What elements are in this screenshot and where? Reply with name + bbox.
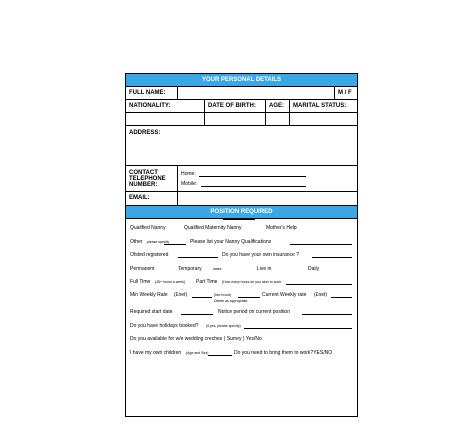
full-name-label: FULL NAME: [126,87,178,99]
part-time-option[interactable]: Part Time [196,279,218,285]
application-form [125,73,358,417]
position-required-header: POSITION REQUIRED [126,205,357,219]
address-label: ADDRESS: [129,130,161,136]
temporary-option[interactable]: Temporary [178,266,202,272]
position-section [126,219,357,416]
part-time-hours-line[interactable] [286,284,352,285]
dates-line[interactable] [223,219,255,220]
holidays-line[interactable] [244,328,352,329]
wedding-creches-label: Do you available for w/e wedding creches ( Surrey ) Yes/No [130,336,262,342]
insurance-line[interactable] [312,257,352,258]
marital-status-field[interactable] [290,113,357,125]
ofsted-line[interactable] [178,257,218,258]
permanent-option[interactable]: Permanent [130,266,155,272]
notice-period-label: Notice period on current position [218,309,290,315]
home-label: Home: [181,171,196,177]
personal-details-header: YOUR PERSONAL DETAILS [126,74,357,87]
age-field[interactable] [266,113,290,125]
current-weekly-rate-line[interactable] [331,297,352,298]
nationality-label: NATIONALITY: [126,100,205,112]
dates-note: dates [213,267,222,271]
children-line[interactable] [208,355,232,356]
marital-status-label: MARITAL STATUS: [293,103,347,109]
holidays-specify-note: (if yes, please specify) [206,324,241,328]
current-weekly-rate-label: Current Weekly rate [262,292,307,298]
full-name-row [126,87,357,100]
contact-telephone-label: CONTACT TELEPHONE NUMBER: [126,166,178,191]
address-row [126,126,357,166]
full-time-hours-note: (35+ hours a week) [155,280,186,284]
mobile-phone-line[interactable] [201,186,306,187]
please-specify-note: please specify [147,240,170,244]
email-row [126,192,357,205]
email-field[interactable] [178,192,357,205]
email-label: EMAIL: [126,192,178,205]
required-start-date-label: Required start date [130,309,173,315]
min-weekly-net-label: (£net) [174,292,188,298]
qualifications-line[interactable] [290,244,352,245]
current-weekly-net-label: (£net) [314,292,328,298]
live-in-option[interactable]: Live in [257,266,272,272]
mobile-label: Mobile: [181,181,198,187]
ofsted-label: Ofsted registered [130,252,169,258]
date-of-birth-label: DATE OF BIRTH: [205,100,266,112]
own-children-label: I have my own children [130,350,182,356]
other-line[interactable] [164,244,186,245]
part-time-hours-note: (How many hours do you wish to work [222,280,282,284]
nationality-row [126,100,357,113]
live-in-out-note: (live in/out) [214,293,232,297]
start-date-line[interactable] [181,314,213,315]
home-phone-line[interactable] [199,176,306,177]
qualified-nanny-option[interactable]: Qualified Nanny [130,225,166,231]
other-label: Other [130,239,143,245]
mothers-help-option[interactable]: Mother's Help [266,225,297,231]
nanny-qualifications-label: Please list your Nanny Qualifications [190,239,272,245]
bring-children-label: Do you need to bring them to work?YES/NO [234,350,333,356]
live-in-out-line[interactable] [238,297,260,298]
nationality-value-row [126,113,357,126]
delete-as-appropriate-note: Delete as appropriate [214,299,248,303]
full-name-field[interactable] [178,87,335,99]
holidays-booked-label: Do you have holidays booked? [130,323,199,329]
gender-label: M / F [338,90,352,96]
full-time-option[interactable]: Full Time [130,279,151,285]
min-weekly-rate-label: Min Weekly Rate [130,292,168,298]
notice-period-line[interactable] [302,314,352,315]
nationality-field[interactable] [126,113,205,125]
daily-option[interactable]: Daily [308,266,320,272]
own-insurance-label: Do you have your own insurance ? [222,252,299,258]
min-weekly-rate-line[interactable] [192,297,212,298]
date-of-birth-field[interactable] [205,113,266,125]
contact-row [126,166,357,192]
age-label: AGE: [266,100,290,112]
qualified-maternity-option[interactable]: Qualified Maternity Nanny [184,225,242,231]
age-sex-note: (Age and Sex) [186,351,209,355]
